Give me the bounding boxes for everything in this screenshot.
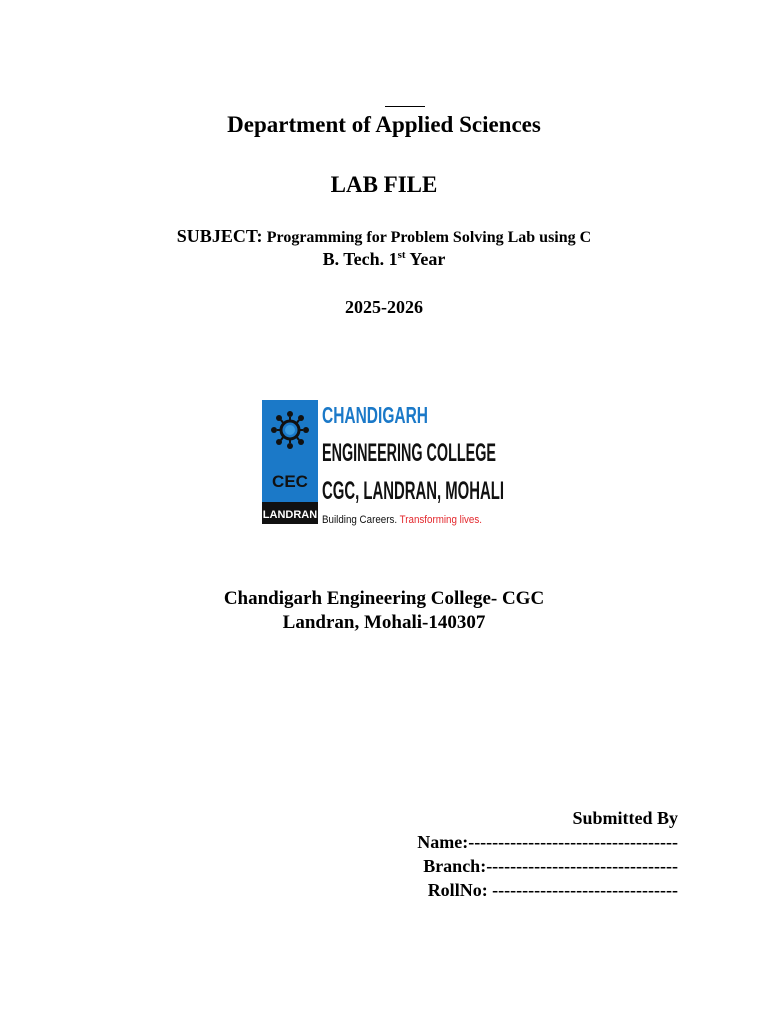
logo-badge-text: CEC	[272, 472, 308, 491]
logo-text-line1: CHANDIGARH	[322, 402, 428, 428]
logo-tagline	[322, 514, 493, 526]
subject-value: Programming for Problem Solving Lab using C	[266, 229, 592, 246]
name-field: Name:-----------------------------------	[417, 832, 678, 852]
college-name: Chandigarh Engineering College- CGC	[223, 588, 545, 609]
logo-text-line3: CGC, LANDRAN, MOHALI	[322, 477, 504, 505]
lab-file-title: LAB FILE	[330, 172, 438, 197]
subject-line	[0, 226, 768, 247]
college-logo	[262, 397, 508, 530]
college-address: Landran, Mohali-140307	[282, 612, 486, 633]
session-year: 2025-2026	[345, 297, 423, 317]
logo-tagline-part2: Transforming lives.	[397, 514, 493, 526]
subject-label: SUBJECT:	[176, 226, 263, 246]
year-prefix: B. Tech. 1	[322, 249, 398, 269]
department-title: Department of Applied Sciences	[227, 112, 541, 137]
logo-text-line2: ENGINEERING COLLEGE	[322, 439, 496, 467]
logo-tagline-part1: Building Careers.	[322, 514, 407, 526]
year-line	[0, 249, 768, 270]
branch-field: Branch:--------------------------------	[423, 856, 678, 876]
logo-badge-location: LANDRAN	[262, 509, 318, 521]
logo-emblem-icon	[271, 411, 309, 449]
year-superscript: st	[397, 249, 406, 261]
top-rule	[385, 106, 425, 107]
roll-number-field: RollNo: -------------------------------	[427, 880, 678, 900]
year-suffix: Year	[405, 249, 446, 269]
submitted-by-heading: Submitted By	[572, 808, 678, 828]
